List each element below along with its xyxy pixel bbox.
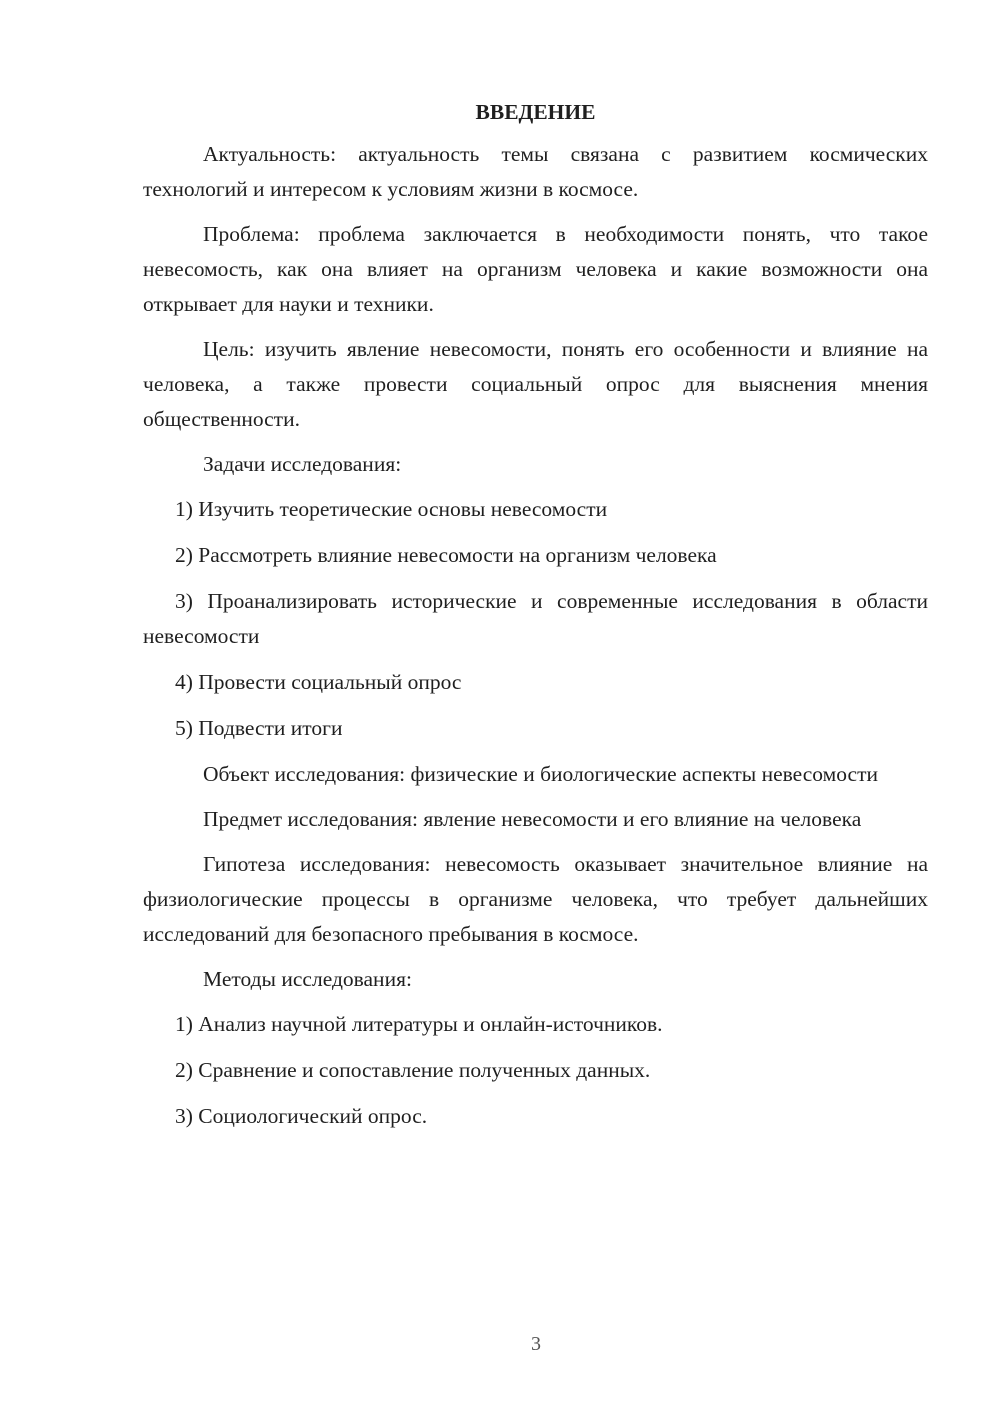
- method-item-2: 2) Сравнение и сопоставление полученных данных.: [175, 1058, 651, 1082]
- task-item-4: 4) Провести социальный опрос: [175, 670, 462, 694]
- method-item-1: 1) Анализ научной литературы и онлайн-источников.: [175, 1012, 663, 1036]
- subject-paragraph: Предмет исследования: явление невесомости и его влияние на человека: [203, 807, 862, 831]
- method-item-3: 3) Социологический опрос.: [175, 1104, 428, 1128]
- task-item-3: 3) Проанализировать исторические и современные исследования в области невесомости: [143, 589, 928, 648]
- page-content: [143, 97, 928, 1145]
- object-paragraph: Объект исследования: физические и биологические аспекты невесомости: [203, 762, 878, 786]
- task-item-5: 5) Подвести итоги: [175, 716, 343, 740]
- problem-paragraph: Проблема: проблема заключается в необходимости понять, что такое невесомость, как она влияет на организм человека и какие возможности она открывает для науки и техники.: [143, 222, 928, 316]
- tasks-heading: Задачи исследования:: [203, 452, 402, 476]
- page-number: 3: [531, 1333, 541, 1355]
- section-title: ВВЕДЕНИЕ: [475, 100, 596, 124]
- task-item-1: 1) Изучить теоретические основы невесомости: [175, 497, 608, 521]
- goal-paragraph: Цель: изучить явление невесомости, понять его особенности и влияние на человека, а также провести социальный опрос для выяснения мнения общественности.: [143, 337, 928, 431]
- methods-heading: Методы исследования:: [203, 967, 412, 991]
- hypothesis-paragraph: Гипотеза исследования: невесомость оказывает значительное влияние на физиологические процессы в организме человека, что требует дальнейших исследований для безопасного пребывания в космосе.: [143, 852, 928, 946]
- relevance-paragraph: Актуальность: актуальность темы связана с развитием космических технологий и интересом к условиям жизни в космосе.: [143, 142, 928, 201]
- task-item-2: 2) Рассмотреть влияние невесомости на организм человека: [175, 543, 717, 567]
